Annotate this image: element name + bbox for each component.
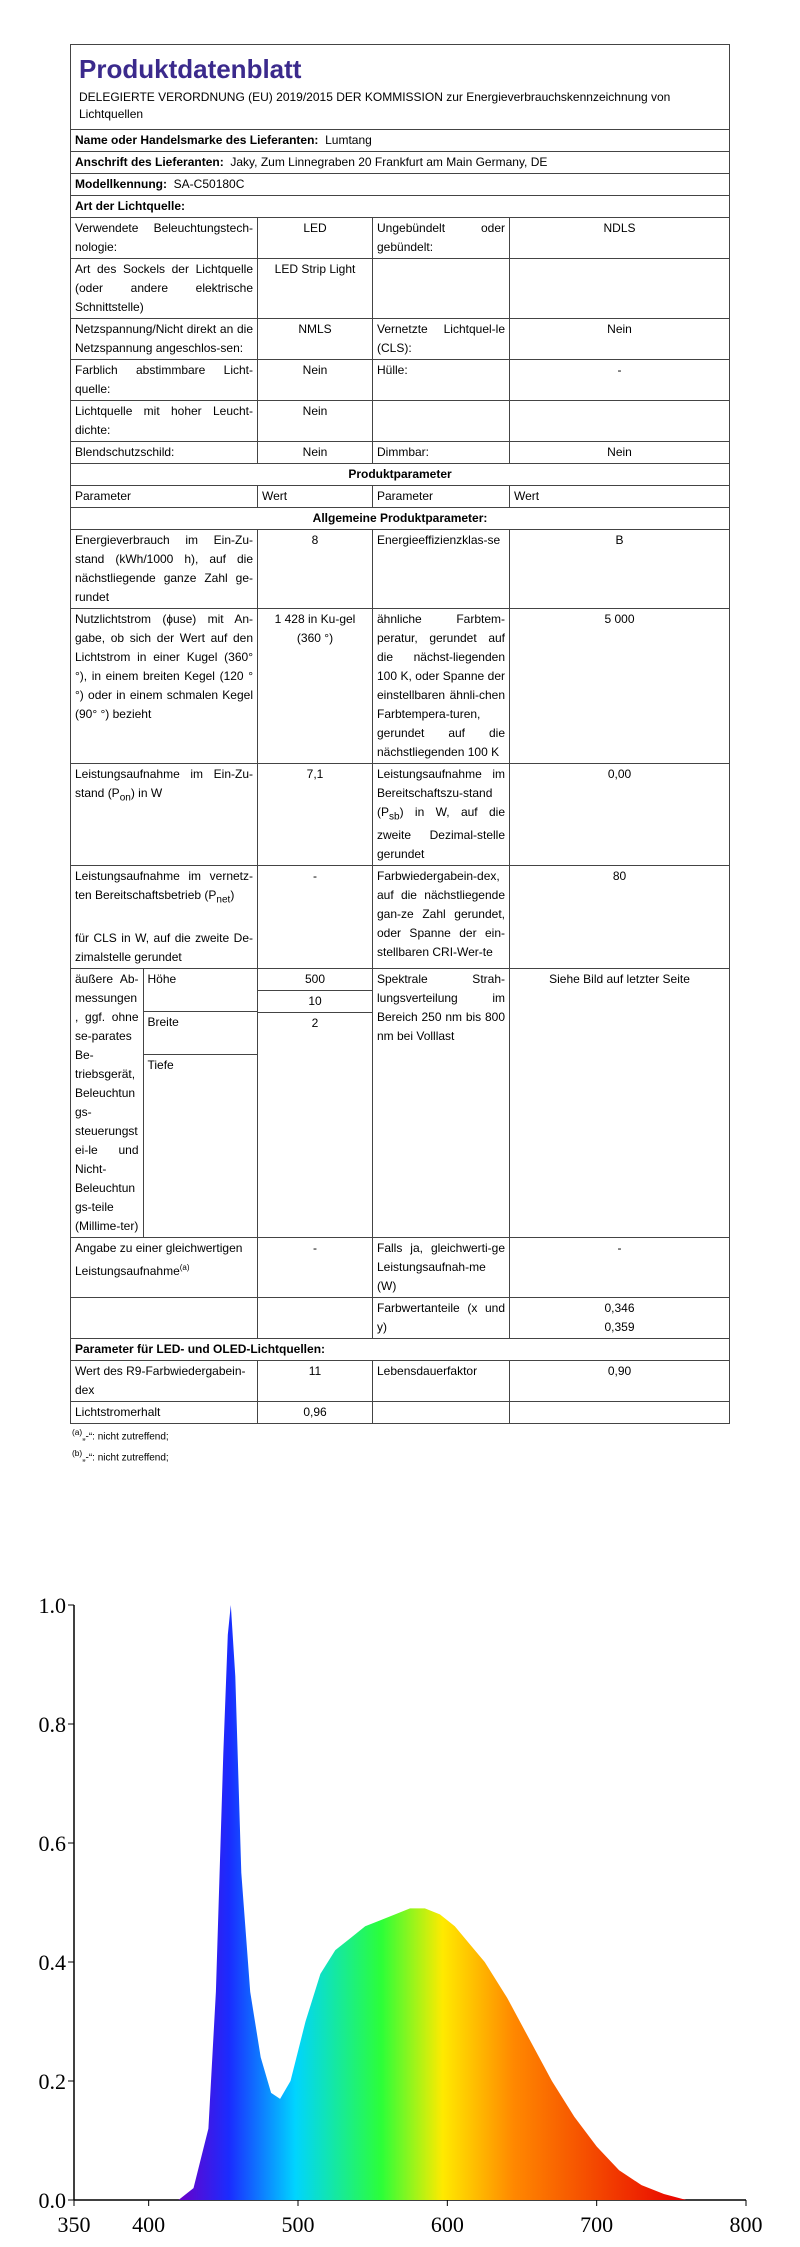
table-row (71, 866, 730, 968)
model-row (71, 174, 730, 196)
cell-label: Farblich abstimmbare Licht-quelle: (71, 360, 258, 401)
dimensions-values-cell (258, 968, 373, 1237)
cell-value: NMLS (258, 319, 373, 360)
chromaticity-label: Farbwertanteile (x und y) (373, 1297, 510, 1338)
cell-value: Nein (258, 401, 373, 442)
model-label: Modellkennung: (75, 177, 167, 191)
spectrum-chart (30, 1595, 770, 2245)
dimensions-label: äußere Ab-messungen, ggf. ohne se-parates Be-triebsgerät, Beleuchtungs-steuerungstei-le und Nicht-Beleuchtungs-teile (Millime-ter) (71, 969, 143, 1237)
dimensions-cell (71, 968, 258, 1237)
lumen-maintenance-label: Lichtstromerhalt (71, 1401, 258, 1423)
standby-power-label: Leistungsaufnahme im Bereitschaftszu-stand $(P_{sb})$ in W, auf die zweite Dezimal-stelle gerundet (373, 764, 510, 866)
supplier-address-label: Anschrift des Lieferanten: (75, 155, 224, 169)
cell-label: Netzspannung/Nicht direkt an die Netzspannung angeschlos-sen: (71, 319, 258, 360)
dimensions-table (71, 969, 257, 1237)
dimension-label-depth: Tiefe (143, 1054, 257, 1237)
table-row (71, 1360, 730, 1401)
dimensions-values-table (258, 969, 372, 1195)
luminous-flux-value: 1 428 in Ku-gel (360 °) (258, 609, 373, 764)
general-params-heading: Allgemeine Produktparameter: (71, 508, 730, 530)
datasheet-table (70, 44, 730, 1424)
r9-label: Wert des R9-Farbwiedergabein-dex (71, 1360, 258, 1401)
y-tick-label: 0.6 (38, 1831, 66, 1856)
cell-value: NDLS (510, 218, 730, 259)
table-row (71, 968, 730, 1237)
page-title: Produktdatenblatt (79, 54, 302, 84)
table-row (71, 360, 730, 401)
equivalent-power-label: Angabe zu einer gleichwertigen Leistungsaufnahme$^{(a)}$ (71, 1237, 258, 1297)
y-tick-label: 0.0 (38, 2188, 66, 2213)
dimension-label-height: Höhe (143, 969, 257, 1011)
equivalent-power-watt-label: Falls ja, gleichwerti-ge Leistungsaufnah-me (W) (373, 1237, 510, 1297)
spectral-distribution-value: Siehe Bild auf letzter Seite (510, 968, 730, 1237)
model-value: SA-C50180C (173, 177, 245, 191)
column-header-parameter-2: Parameter (373, 486, 510, 508)
table-row (71, 1237, 730, 1297)
cri-value: 80 (510, 866, 730, 968)
dimension-value-width: 10 (258, 990, 372, 1012)
dimension-label-width: Breite (143, 1011, 257, 1054)
standby-power-value: 0,00 (510, 764, 730, 866)
table-row (71, 609, 730, 764)
cell-value: Nein (510, 442, 730, 464)
led-params-heading: Parameter für LED- und OLED-Lichtquellen: (71, 1338, 730, 1360)
x-tick-label: 500 (281, 2212, 315, 2237)
footnote-b: $^{(b)}$„-“: nicht zutreffend; (72, 1448, 169, 1464)
cell-label (373, 259, 510, 319)
table-row (71, 259, 730, 319)
regulation-text: DELEGIERTE VERORDNUNG (EU) 2019/2015 DER KOMMISSION zur Energieverbrauchskennzeichnung von Lichtquellen (79, 90, 671, 121)
table-row (71, 1401, 730, 1423)
color-temperature-label: ähnliche Farbtem-peratur, gerundet auf die nächst-liegenden 100 K, oder Spanne der einstellbaren ähnli-chen Farbtempera-turen, gerundet auf die nächstliegenden 100 K (373, 609, 510, 764)
cell-value: Nein (258, 442, 373, 464)
spectrum-area (179, 1605, 687, 2200)
efficiency-class-label: Energieeffizienzklas-se (373, 530, 510, 609)
chromaticity-x: 0,346 (604, 1300, 635, 1315)
y-tick-label: 1.0 (38, 1595, 66, 1618)
column-header-value-2: Wert (510, 486, 730, 508)
cell-label: Verwendete Beleuchtungstech-nologie: (71, 218, 258, 259)
table-row (71, 442, 730, 464)
product-params-heading: Produktparameter (71, 464, 730, 486)
empty-cell (258, 1297, 373, 1338)
r9-value: 11 (258, 1360, 373, 1401)
cell-value: LED Strip Light (258, 259, 373, 319)
network-standby-label: Leistungsaufnahme im vernetz-ten Bereitschaftsbetrieb $(P_{net})$ für CLS in W, auf die zweite De-zimalstelle gerundet (71, 866, 258, 968)
table-row (71, 319, 730, 360)
cell-label: Art des Sockels der Lichtquelle (oder andere elektrische Schnittstelle) (71, 259, 258, 319)
table-header-row (71, 486, 730, 508)
table-row (71, 401, 730, 442)
empty-cell (71, 1297, 258, 1338)
cell-value (510, 259, 730, 319)
spectral-distribution-label: Spektrale Strah-lungsverteilung im Bereich 250 nm bis 800 nm bei Volllast (373, 968, 510, 1237)
chromaticity-y: 0,359 (604, 1319, 635, 1334)
supplier-name-row (71, 130, 730, 152)
cell-label: Blendschutzschild: (71, 442, 258, 464)
column-header-value: Wert (258, 486, 373, 508)
cell-label (373, 401, 510, 442)
cell-value (510, 401, 730, 442)
x-tick-label: 400 (132, 2212, 166, 2237)
light-source-heading: Art der Lichtquelle: (71, 196, 730, 218)
column-header-parameter: Parameter (71, 486, 258, 508)
supplier-name-label: Name oder Handelsmarke des Lieferanten: (75, 133, 319, 147)
datasheet (70, 44, 729, 1466)
lumen-maintenance-value: 0,96 (258, 1401, 373, 1423)
energy-consumption-label: Energieverbrauch im Ein-Zu-stand (kWh/1000 h), auf die nächstliegende ganze Zahl ge-rundet (71, 530, 258, 609)
on-power-label: Leistungsaufnahme im Ein-Zu-stand $(P_{on})$ in W (71, 764, 258, 866)
y-tick-label: 0.2 (38, 2069, 66, 2094)
network-standby-value: - (258, 866, 373, 968)
cri-label: Farbwiedergabein-dex, auf die nächstliegende gan-ze Zahl gerundet, oder Spanne der ein-stellbaren CRI-Wer-te (373, 866, 510, 968)
empty-cell (510, 1401, 730, 1423)
cell-label: Dimmbar: (373, 442, 510, 464)
survival-factor-value: 0,90 (510, 1360, 730, 1401)
cell-label: Vernetzte Lichtquel-le (CLS): (373, 319, 510, 360)
cell-value: Nein (258, 360, 373, 401)
table-row (71, 764, 730, 866)
x-tick-label: 700 (580, 2212, 614, 2237)
table-row (71, 530, 730, 609)
empty-cell (373, 1401, 510, 1423)
dimension-value-depth: 2 (311, 1015, 319, 1030)
efficiency-class-value: B (510, 530, 730, 609)
supplier-address-row (71, 152, 730, 174)
table-row (71, 218, 730, 259)
x-tick-labels (58, 2200, 763, 2237)
supplier-address-value: Jaky, Zum Linnegraben 20 Frankfurt am Main Germany, DE (230, 155, 548, 169)
cell-value: - (510, 360, 730, 401)
cell-value: Nein (510, 319, 730, 360)
table-row (71, 1297, 730, 1338)
color-temperature-value: 5 000 (510, 609, 730, 764)
supplier-name-value: Lumtang (325, 133, 372, 147)
x-tick-label: 600 (430, 2212, 464, 2237)
x-tick-label: 350 (57, 2212, 91, 2237)
cell-value: LED (258, 218, 373, 259)
x-tick-label: 800 (729, 2212, 763, 2237)
on-power-value: 7,1 (258, 764, 373, 866)
cell-label: Hülle: (373, 360, 510, 401)
cell-label: Ungebündelt oder gebündelt: (373, 218, 510, 259)
equivalent-power-value: - (258, 1237, 373, 1297)
energy-consumption-value: 8 (258, 530, 373, 609)
y-tick-labels (39, 1595, 75, 2213)
survival-factor-label: Lebensdauerfaktor (373, 1360, 510, 1401)
dimension-value-height: 500 (258, 969, 372, 991)
luminous-flux-label: Nutzlichtstrom (ɸuse) mit An-gabe, ob sich der Wert auf den Lichtstrom in einer Kugel (360° °), in einem breiten Kegel (120 °°) oder in einem schmalen Kegel (90° °) bezieht (71, 609, 258, 764)
cell-label: Lichtquelle mit hoher Leucht-dichte: (71, 401, 258, 442)
chromaticity-value (510, 1297, 730, 1338)
footnote-a: $^{(a)}$„-“: nicht zutreffend; (72, 1426, 169, 1443)
header-cell (71, 45, 730, 130)
y-tick-label: 0.8 (38, 1712, 66, 1737)
equivalent-power-watt-value: - (510, 1237, 730, 1297)
y-tick-label: 0.4 (38, 1950, 66, 1975)
